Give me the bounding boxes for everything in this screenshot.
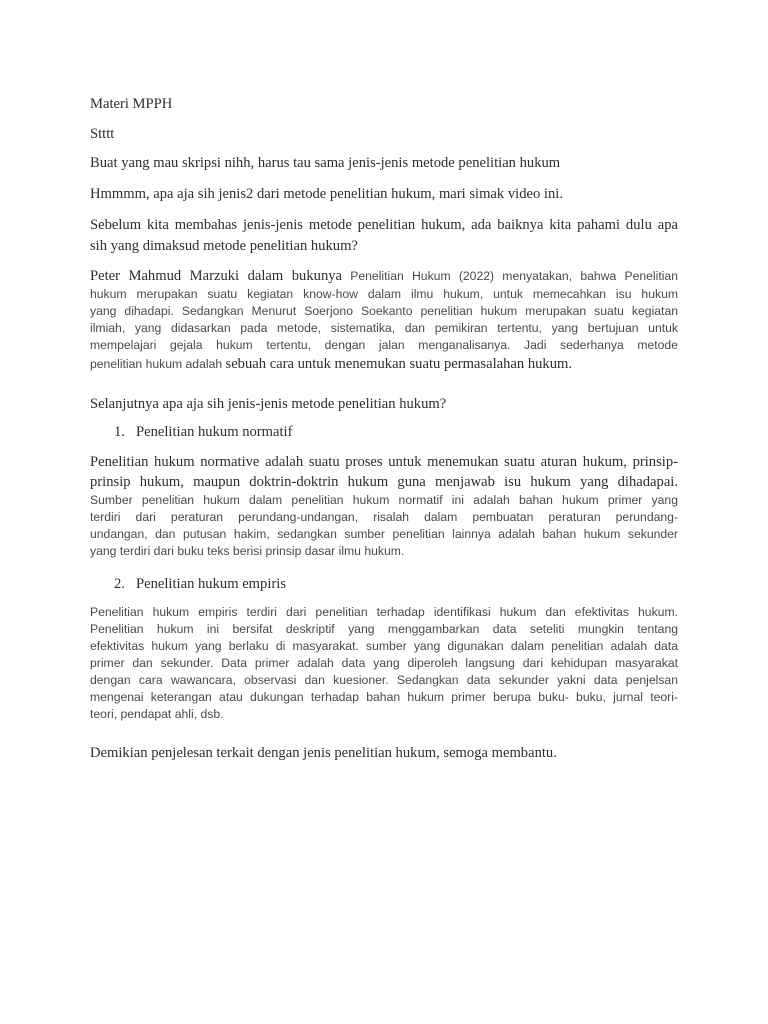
text-line: efektivitas hukum yang berlaku di masyarakat. sumber yang digunakan dalam penelitian adalah data <box>90 639 678 653</box>
paragraph-question-definition <box>90 215 678 257</box>
paragraph-question-types: Selanjutnya apa aja sih jenis-jenis metode penelitian hukum? <box>90 396 447 412</box>
paragraph-normatif <box>90 452 678 560</box>
document-title: Materi MPPH <box>90 96 173 112</box>
list-item-normatif <box>114 422 292 443</box>
list-number: 2. <box>114 576 125 592</box>
text-line: mengenai keterangan atau dukungan terhadap bahan hukum primer berupa buku- buku, jurnal teori- <box>90 690 678 704</box>
paragraph-closing: Demikian penjelesan terkait dengan jenis penelitian hukum, semoga membantu. <box>90 745 557 761</box>
text-line: mempelajari gejala hukum tertentu, dengan jalan menganalisanya. Jadi sederhanya metode <box>90 338 678 352</box>
list-item-label: Penelitian hukum empiris <box>136 576 286 592</box>
text-line <box>90 267 678 286</box>
text-line: prinsip hukum, maupun doktrin-doktrin hukum guna menjawab isu hukum yang dihadapai. <box>90 474 678 490</box>
text-line: terdiri dari peraturan perundang-undangan, risalah dalam pembuatan peraturan perundang- <box>90 510 678 524</box>
text-line: Sumber penelitian hukum dalam penelitian hukum normatif ini adalah bahan hukum primer yang <box>90 493 678 507</box>
text-line: sih yang dimaksud metode penelitian hukum? <box>90 238 358 254</box>
definition-author-text: Peter Mahmud Marzuki dalam bukunya <box>90 268 343 284</box>
text-line <box>90 354 678 375</box>
text-line: dengan cara wawancara, observasi dan kuesioner. Sedangkan data sekunder yakni data penjelsan <box>90 673 678 687</box>
definition-conclusion-serif: sebuah cara untuk menemukan suatu permasalahan hukum. <box>225 356 573 372</box>
text-line: yang dihadapi. Sedangkan Menurut Soerjono Soekanto penelitian hukum merupakan suatu kegiatan <box>90 304 678 318</box>
text-line: Penelitian hukum normative adalah suatu proses untuk menemukan suatu aturan hukum, prinsip- <box>90 454 678 470</box>
text-line: ilmiah, yang didasarkan pada metode, sistematika, dan pemikiran tertentu, yang bertujuan untuk <box>90 321 678 335</box>
list-item-label: Penelitian hukum normatif <box>136 424 293 440</box>
list-number: 1. <box>114 424 125 440</box>
text-line: teori, pendapat ahli, dsb. <box>90 707 224 721</box>
paragraph-empiris <box>90 604 678 723</box>
text-line: hukum merupakan suatu kegiatan know-how dalam ilmu hukum, untuk memecahkan isu hukum <box>90 287 678 301</box>
text-line: Penelitian hukum empiris terdiri dari penelitian terhadap identifikasi hukum dan efektivitas hukum. <box>90 605 678 619</box>
paragraph-intro-skripsi: Buat yang mau skripsi nihh, harus tau sama jenis-jenis metode penelitian hukum <box>90 155 561 171</box>
definition-book-text: Penelitian Hukum (2022) menyatakan, bahwa Penelitian <box>342 269 678 283</box>
text-line: yang terdiri dari buku teks berisi prinsip dasar ilmu hukum. <box>90 544 405 558</box>
paragraph-stttt: Stttt <box>90 126 115 142</box>
text-line: Sebelum kita membahas jenis-jenis metode penelitian hukum, ada baiknya kita pahami dulu apa <box>90 217 678 233</box>
text-line: Penelitian hukum ini bersifat deskriptif yang menggambarkan data seteliti mungkin tentang <box>90 622 678 636</box>
paragraph-definition <box>90 267 678 375</box>
definition-conclusion-sans: penelitian hukum adalah <box>90 357 226 371</box>
paragraph-intro-video: Hmmmm, apa aja sih jenis2 dari metode penelitian hukum, mari simak video ini. <box>90 186 563 202</box>
list-item-empiris <box>114 574 286 595</box>
text-line: primer dan sekunder. Data primer adalah data yang diperoleh langsung dari kehidupan masyarakat <box>90 656 678 670</box>
text-line: undangan, dan putusan hakim, sedangkan sumber penelitian lainnya adalah bahan hukum sekunder <box>90 527 678 541</box>
